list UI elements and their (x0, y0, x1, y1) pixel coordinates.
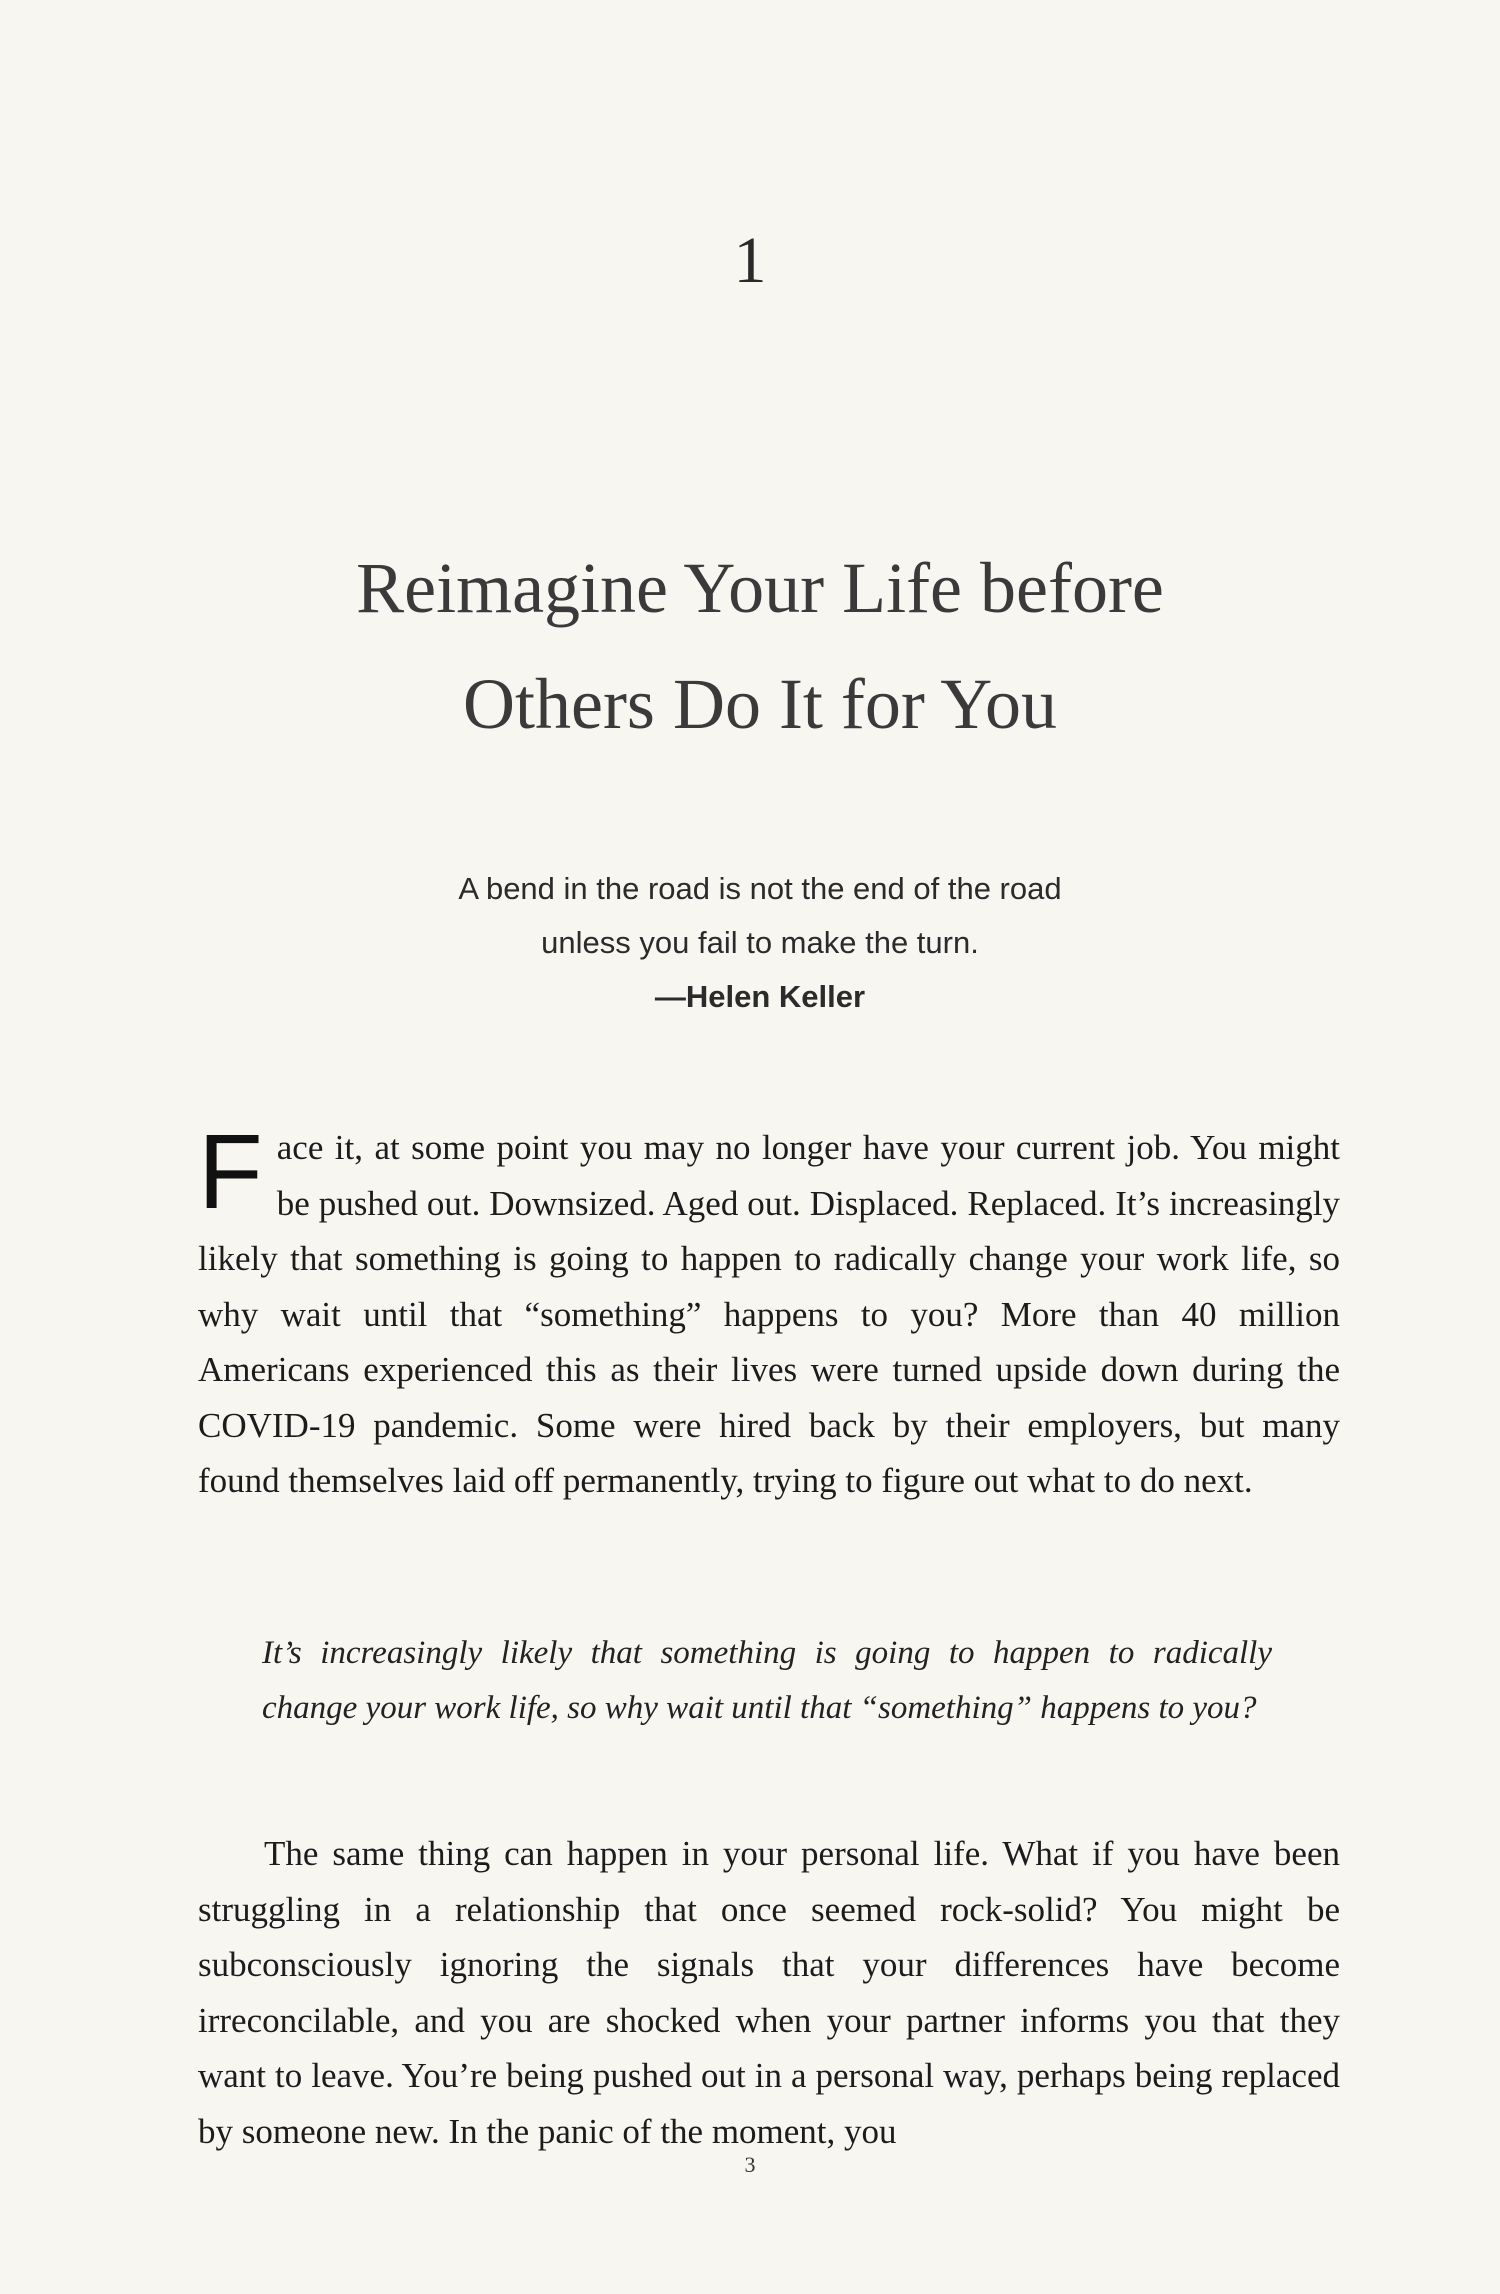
body-paragraph-1 (198, 1113, 1340, 1509)
epigraph-line-1: A bend in the road is not the end of the road (458, 871, 1062, 906)
page-number: 3 (744, 2152, 756, 2177)
body-paragraph-2: The same thing can happen in your personal life. What if you have been struggling in a relationship that once seemed rock-solid? You might be subconsciously ignoring the signals that your differences have become irreconcilable, and you are shocked when your partner informs you that they want to leave. You’re being pushed out in a personal way, perhaps being replaced by someone new. In the panic of the moment, you (198, 1834, 1340, 2151)
epigraph (300, 862, 1220, 1024)
chapter-number: 1 (733, 224, 767, 297)
drop-cap: F (198, 1113, 263, 1231)
body-paragraph-1-text: ace it, at some point you may no longer have your current job. You might be pushed out. Downsized. Aged out. Displaced. Replaced. It’s increasingly likely that something is going to happen to radically change your work life, so why wait until that “something” happens to you? More than 40 million Americans experienced this as their lives were turned upside down during the COVID-19 pandemic. Some were hired back by their employers, but many found themselves laid off permanently, trying to figure out what to do next. (198, 1128, 1340, 1500)
chapter-title-line-1: Reimagine Your Life before (356, 548, 1164, 628)
pull-quote: It’s increasingly likely that something is going to happen to radically change your work life, so why wait until that “something” happens to you? (262, 1635, 1272, 1726)
epigraph-attribution: —Helen Keller (654, 979, 866, 1014)
chapter-title (200, 530, 1320, 762)
epigraph-line-2: unless you fail to make the turn. (541, 925, 979, 960)
chapter-title-line-2: Others Do It for You (463, 664, 1057, 744)
